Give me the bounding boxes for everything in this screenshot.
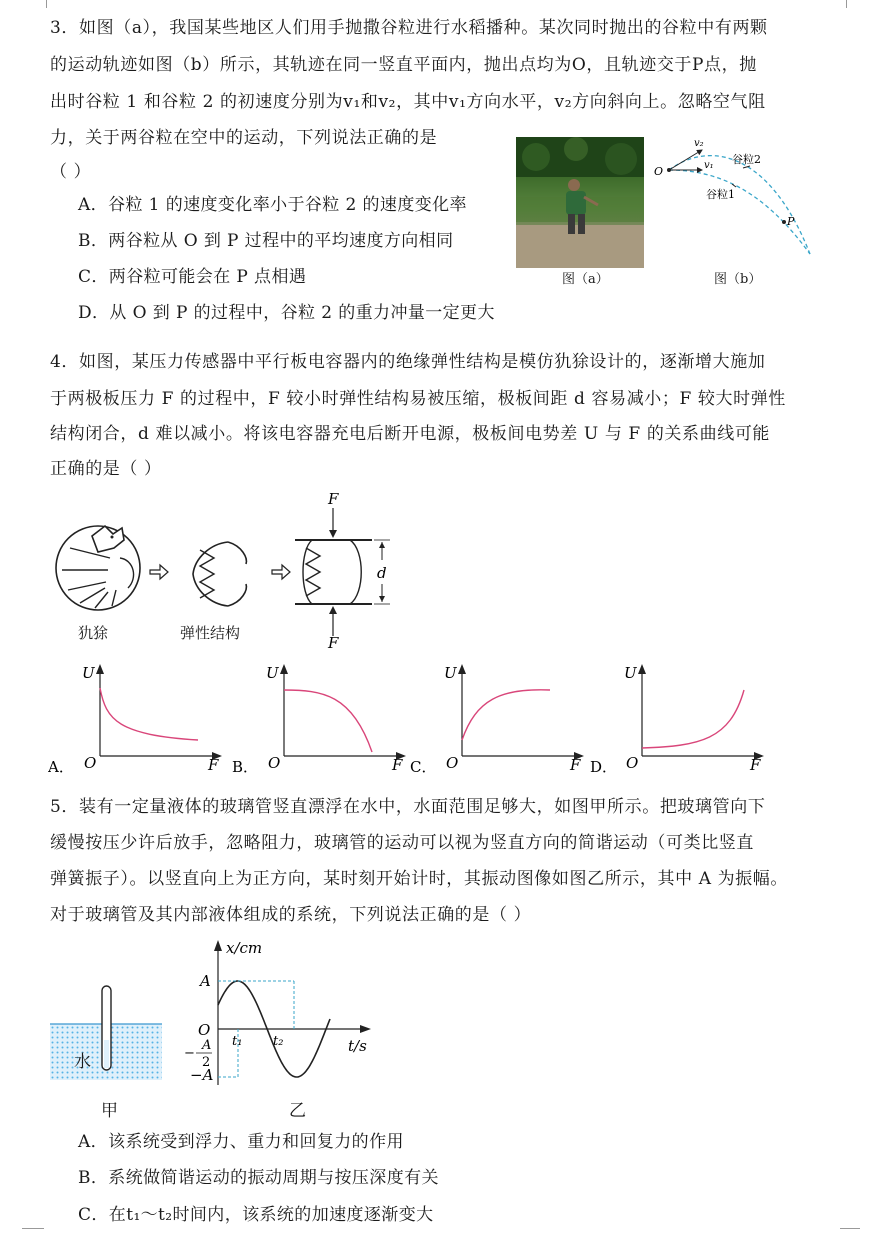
graph-origin-label: O (626, 754, 639, 772)
graph-axes (100, 666, 220, 756)
label-d: d (377, 564, 387, 582)
fig-jia-tube-in-water (50, 980, 165, 1085)
u-f-curve (284, 690, 372, 752)
q3-option-d: D．从 O 到 P 的过程中，谷粒 2 的重力冲量一定更大 (78, 303, 495, 323)
crop-mark-top-right (846, 0, 859, 8)
fig-yi-label-half-den: 2 (202, 1055, 211, 1070)
q3-answer-blank: （ ） (50, 162, 92, 182)
grain1-trajectory (669, 170, 810, 254)
graph-option-d (590, 660, 770, 780)
graph-axes (642, 666, 762, 756)
fig-jia-caption: 甲 (101, 1101, 118, 1121)
fig-yi-oscillation-graph (180, 935, 380, 1095)
graph-x-label: F (750, 756, 761, 774)
graph-axes (462, 666, 582, 756)
graph-option-c (410, 660, 590, 780)
q5-option-c: C．在t₁～t₂时间内，该系统的加速度逐渐变大 (78, 1205, 434, 1225)
q5-line-2: 缓慢按压少许后放手，忽略阻力，玻璃管的运动可以视为竖直方向的简谐运动（可类比竖直 (50, 833, 754, 853)
u-f-curve (642, 690, 744, 748)
axis-arrowheads (280, 664, 406, 760)
graph-y-label: U (82, 664, 95, 682)
label-f-top: F (328, 490, 339, 508)
q5-option-b: B．系统做简谐运动的振动周期与按压深度有关 (78, 1168, 439, 1188)
graph-option-label: C． (410, 758, 437, 776)
armadillo-icon (56, 526, 140, 610)
u-f-curve (462, 690, 550, 740)
fig-b-label-grain2: 谷粒2 (732, 153, 761, 166)
label-armadillo: 犰狳 (78, 624, 109, 642)
graph-origin-label: O (446, 754, 459, 772)
q3-option-a: A．谷粒 1 的速度变化率小于谷粒 2 的速度变化率 (78, 195, 467, 215)
fig-yi-label-a: A (200, 972, 211, 990)
fig-b-trajectory-diagram (650, 132, 820, 262)
fig-yi-label-o: O (198, 1021, 211, 1039)
q3-option-b: B．两谷粒从 O 到 P 过程中的平均速度方向相同 (78, 231, 454, 251)
fig-yi-label-neg-a: −A (190, 1066, 214, 1084)
fig-b-label-v2: v₂ (694, 138, 704, 149)
fig-b-label-grain1: 谷粒1 (706, 188, 735, 201)
q3-line-3: 出时谷粒 1 和谷粒 2 的初速度分别为v₁和v₂，其中v₁方向水平，v₂方向斜向上。忽略空气阻 (50, 92, 766, 112)
fig-b-label-o: O (654, 165, 664, 178)
graph-x-label: F (208, 756, 219, 774)
graph-origin-label: O (268, 754, 281, 772)
q5-line-4: 对于玻璃管及其内部液体组成的系统，下列说法正确的是（ ） (50, 905, 532, 925)
q5-line-3: 弹簧振子）。以竖直向上为正方向，某时刻开始计时，其振动图像如图乙所示，其中 A 为振幅。 (50, 869, 788, 889)
fig-yi-y-label: x/cm (226, 939, 263, 957)
graph-x-label: F (570, 756, 581, 774)
graph-axes (284, 666, 404, 756)
q3-line-2: 的运动轨迹如图（b）所示，其轨迹在同一竖直平面内，抛出点均为O，且轨迹交于P点，抛 (50, 55, 757, 75)
graph-option-b (232, 660, 412, 780)
graph-option-label: B． (232, 758, 259, 776)
fig-yi-caption: 乙 (289, 1101, 306, 1121)
crop-mark-bottom-left (22, 1228, 44, 1241)
graph-y-label: U (444, 664, 457, 682)
elastic-structure-icon (193, 542, 246, 606)
graph-y-label: U (624, 664, 637, 682)
graph-y-label: U (266, 664, 279, 682)
graph-option-label: D． (590, 758, 618, 776)
fig-a-caption: 图（a） (562, 272, 609, 287)
capacitor-plates-icon (295, 508, 390, 636)
graph-option-a (48, 660, 228, 780)
q4-line-4: 正确的是（ ） (50, 459, 162, 479)
fig-yi-label-minus: − (184, 1046, 195, 1061)
graph-x-label: F (392, 756, 403, 774)
graph-option-label: A． (48, 758, 74, 776)
q5-line-1: 5．装有一定量液体的玻璃管竖直漂浮在水中，水面范围足够大，如图甲所示。把玻璃管向下 (50, 797, 766, 817)
fig-b-label-p: P (787, 215, 795, 228)
fig-b-caption: 图（b） (714, 272, 762, 287)
fig-yi-x-label: t/s (348, 1037, 367, 1055)
u-f-curve (100, 688, 198, 740)
axis-arrowheads (96, 664, 222, 760)
q3-line-4: 力，关于两谷粒在空中的运动，下列说法正确的是 (50, 128, 438, 148)
q4-line-3: 结构闭合，d 难以减小。将该电容器充电后断开电源，极板间电势差 U 与 F 的关系曲线可能 (50, 424, 771, 444)
label-elastic-structure: 弹性结构 (180, 624, 241, 642)
farmer-sowing-photo (516, 137, 644, 268)
fig-jia-water-label: 水 (74, 1052, 91, 1072)
fig-b-label-v1: v₁ (704, 160, 714, 171)
fig-yi-label-t1: t₁ (232, 1034, 243, 1049)
q4-line-2: 于两极板压力 F 的过程中，F 较小时弹性结构易被压缩，极板间距 d 容易减小；F 较大时弹性 (50, 389, 786, 409)
label-f-bottom: F (328, 634, 339, 648)
q5-option-a: A．该系统受到浮力、重力和回复力的作用 (78, 1132, 404, 1152)
fig-yi-axes (218, 943, 368, 1085)
fig-yi-label-half-num: A (202, 1038, 212, 1053)
q4-line-1: 4．如图，某压力传感器中平行板电容器内的绝缘弹性结构是模仿犰狳设计的，逐渐增大施加 (50, 352, 766, 372)
crop-mark-bottom-right (840, 1228, 860, 1241)
q3-line-1: 3．如图（a），我国某些地区人们用手抛撒谷粒进行水稻播种。某次同时抛出的谷粒中有两颗 (50, 18, 768, 38)
crop-mark-top-left (34, 0, 47, 8)
graph-origin-label: O (84, 754, 97, 772)
axis-arrowheads (638, 664, 764, 760)
q3-option-c: C．两谷粒可能会在 P 点相遇 (78, 267, 307, 287)
fig-yi-label-t2: t₂ (273, 1034, 284, 1049)
